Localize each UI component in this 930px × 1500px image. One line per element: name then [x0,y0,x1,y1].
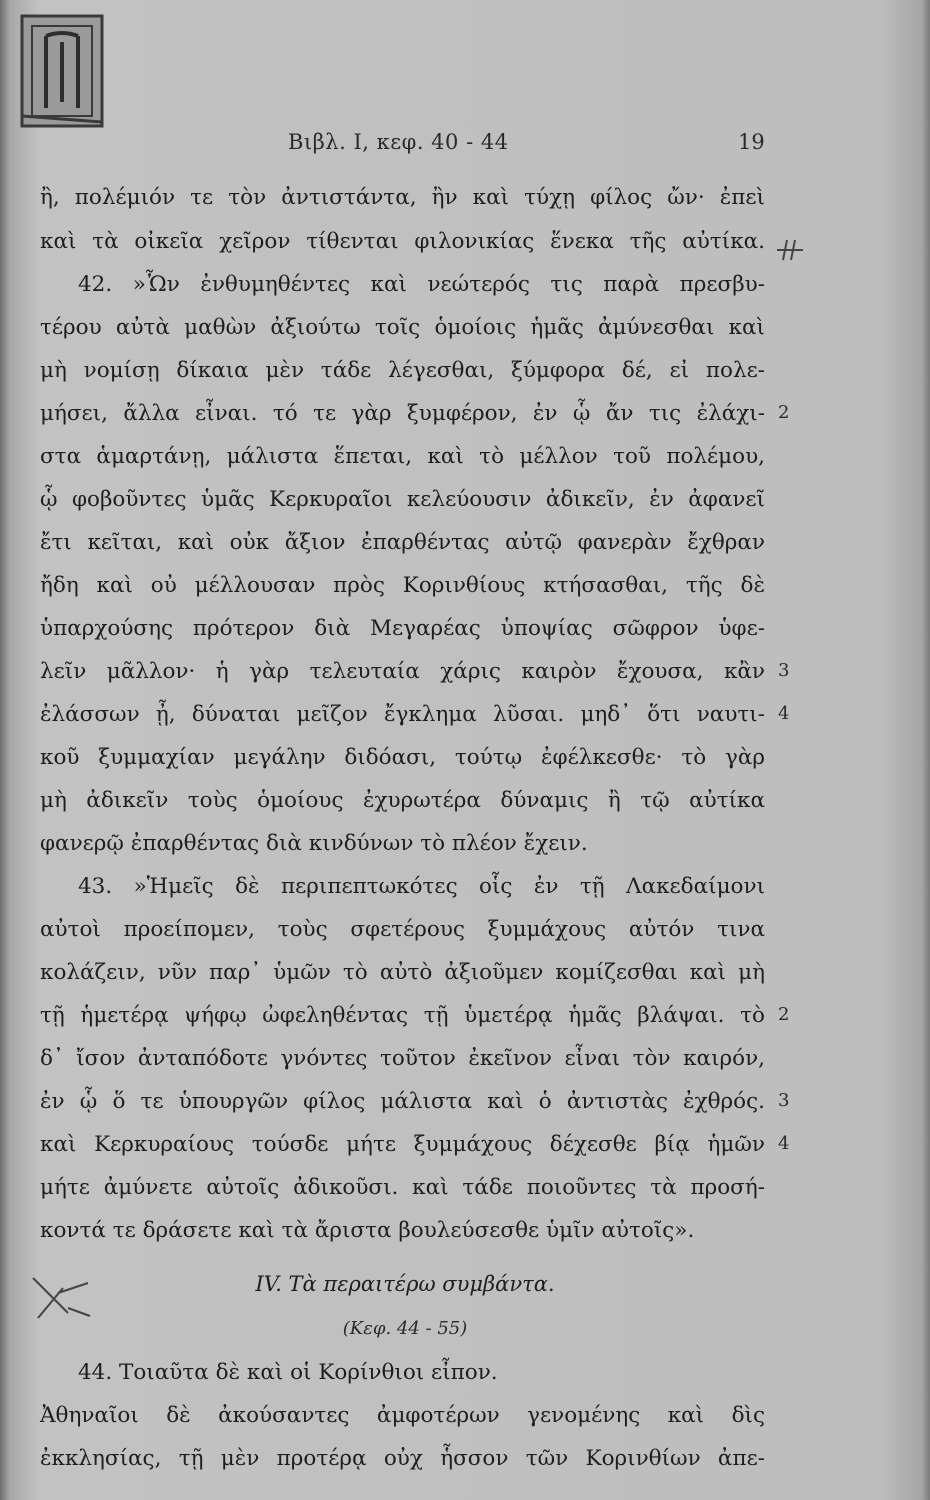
text-line: τέρου αὐτὰ μαθὼν ἀξιούτω τοῖς ὁμοίοις ἡμᾶς ἀμύνεσθαι καὶ [40,315,765,340]
text-line: κοῦ ξυμμαχίαν μεγάλην διδόασι, τούτῳ ἐφέλκεσθε· τὸ γὰρ [40,745,765,770]
pencil-mark-icon [775,238,805,262]
text-line: δ᾽ ἴσον ἀνταπόδοτε γνόντες τοῦτον ἐκεῖνον εἶναι τὸν καιρόν, [40,1046,765,1071]
page-header [0,128,930,162]
text-line: ἔτι κεῖται, καὶ οὐκ ἄξιον ἐπαρθέντας αὐτῷ φανερὰν ἔχθραν [40,530,765,555]
library-stamp-icon [18,12,106,130]
text-line: ἐλάσσων ᾖ, δύναται μεῖζον ἔγκλημα λῦσαι. μηδ᾽ ὅτι ναυτι- [40,702,765,727]
margin-number: 2 [778,402,790,423]
margin-number: 4 [778,1133,790,1154]
section-title: IV. Τὰ περαιτέρω συμβάντα. [255,1272,555,1296]
text-line: κολάζειν, νῦν παρ᾽ ὑμῶν τὸ αὐτὸ ἀξιοῦμεν κομίζεσθαι καὶ μὴ [40,960,765,985]
section-subtitle: (Κεφ. 44 - 55) [342,1318,468,1339]
text-line: ἐν ᾧ ὅ τε ὑπουργῶν φίλος μάλιστα καὶ ὁ ἀντιστὰς ἐχθρός. [40,1089,765,1114]
text-line: ἤδη καὶ οὐ μέλλουσαν πρὸς Κορινθίους κτήσασθαι, τῆς δὲ [40,573,765,598]
text-line: αὐτοὶ προείπομεν, τοὺς σφετέρους ξυμμάχους αὐτόν τινα [40,917,765,942]
text-line: ὑπαρχούσης πρότερον διὰ Μεγαρέας ὑποψίας σῶφρον ὑφε- [40,616,765,641]
text-line: καὶ Κερκυραίους τούσδε μήτε ξυμμάχους δέχεσθε βίᾳ ἡμῶν [40,1132,765,1157]
pencil-scribble-icon [28,1268,98,1328]
text-line: 42. »Ὧν ἐνθυμηθέντες καὶ νεώτερός τις παρὰ πρεσβυ- [78,272,765,297]
text-line: φανερῷ ἐπαρθέντας διὰ κινδύνων τὸ πλέον ἔχειν. [40,831,588,856]
text-line: 43. »Ἡμεῖς δὲ περιπεπτωκότες οἷς ἐν τῇ Λακεδαίμονι [78,874,765,899]
text-line: Ἀθηναῖοι δὲ ἀκούσαντες ἀμφοτέρων γενομένης καὶ δὶς [40,1403,765,1428]
text-line: τῇ ἡμετέρᾳ ψήφῳ ὠφεληθέντας τῇ ὑμετέρᾳ ἡμᾶς βλάψαι. τὸ [40,1003,765,1028]
text-line: μὴ ἀδικεῖν τοὺς ὁμοίους ἐχυρωτέρα δύναμις ἢ τῷ αὐτίκα [40,788,765,813]
text-line: καὶ τὰ οἰκεῖα χεῖρον τίθενται φιλονικίας ἕνεκα τῆς αὐτίκα. [40,229,765,254]
text-line: ἢ, πολέμιόν τε τὸν ἀντιστάντα, ἢν καὶ τύχῃ φίλος ὤν· ἐπεὶ [40,185,765,210]
text-line: μήτε ἀμύνετε αὐτοῖς ἀδικοῦσι. καὶ τάδε ποιοῦντες τὰ προσή- [40,1175,765,1200]
text-line: κοντά τε δράσετε καὶ τὰ ἄριστα βουλεύσεσθε ὑμῖν αὐτοῖς». [40,1218,695,1243]
page-number: 19 [738,130,765,154]
running-head: Βιβλ. Ι, κεφ. 40 - 44 [288,130,509,154]
margin-number: 4 [778,703,790,724]
text-line: μήσει, ἄλλα εἶναι. τό τε γὰρ ξυμφέρον, ἐν ᾧ ἄν τις ἐλάχι- [40,401,765,426]
margin-number: 3 [778,1090,790,1111]
text-line: λεῖν μᾶλλον· ἡ γὰρ τελευταία χάρις καιρὸν ἔχουσα, κἂν [40,659,765,684]
text-line: 44. Τοιαῦτα δὲ καὶ οἱ Κορίνθιοι εἶπον. [78,1360,498,1385]
text-line: ἐκκλησίας, τῇ μὲν προτέρᾳ οὐχ ἧσσον τῶν Κορινθίων ἀπε- [40,1446,765,1471]
text-line: στα ἁμαρτάνῃ, μάλιστα ἕπεται, καὶ τὸ μέλλον τοῦ πολέμου, [40,444,765,469]
text-line: ᾧ φοβοῦντες ὑμᾶς Κερκυραῖοι κελεύουσιν ἀδικεῖν, ἐν ἀφανεῖ [40,487,765,512]
margin-number: 3 [778,660,790,681]
margin-number: 2 [778,1004,790,1025]
text-line: μὴ νομίσῃ δίκαια μὲν τάδε λέγεσθαι, ξύμφορα δέ, εἰ πολε- [40,358,765,383]
